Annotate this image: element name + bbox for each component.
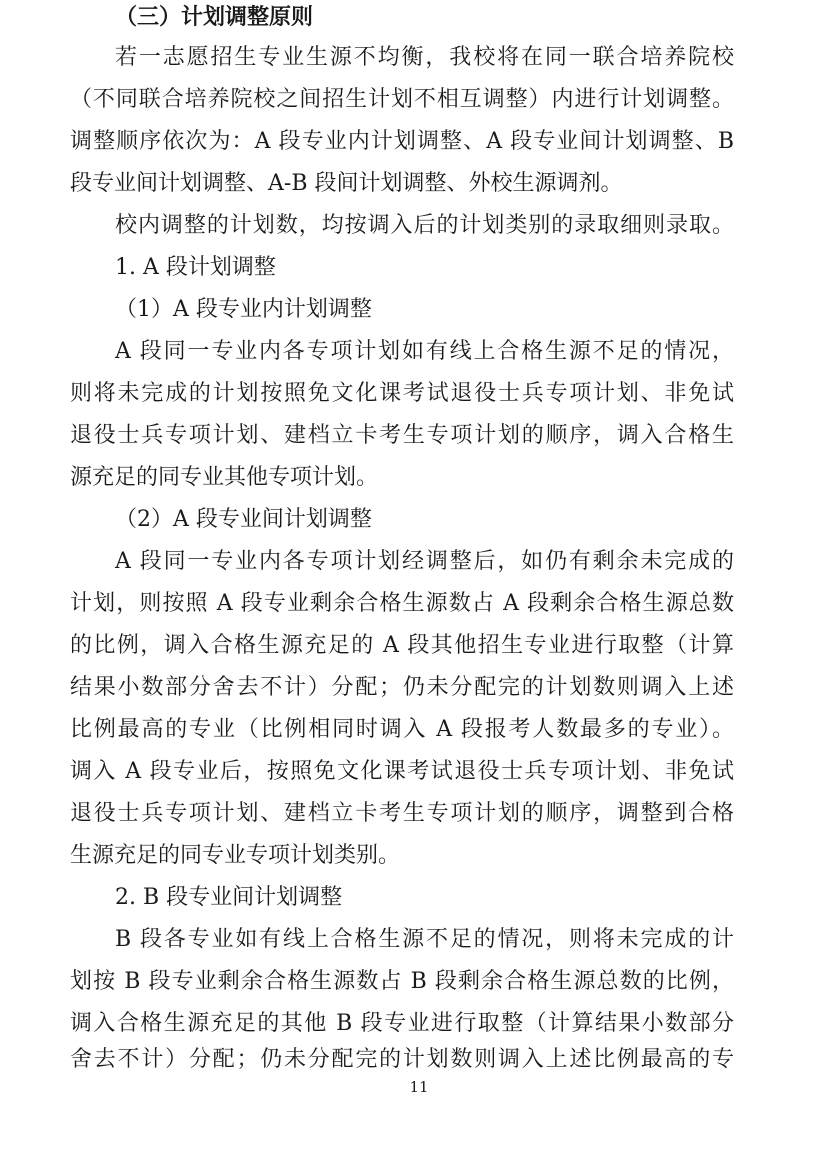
paragraph-line: 划按 B 段专业剩余合格生源数占 B 段剩余合格生源总数的比例， (70, 969, 734, 994)
paragraph-line: （不同联合培养院校之间招生计划不相互调整）内进行计划调整。 (70, 87, 734, 112)
subsection-heading: 1. A 段计划调整 (115, 255, 276, 280)
paragraph-line: 校内调整的计划数，均按调入后的计划类别的录取细则录取。 (115, 213, 734, 238)
paragraph-line: 则将未完成的计划按照免文化课考试退役士兵专项计划、非免试 (70, 381, 734, 406)
paragraph-line: 退役士兵专项计划、建档立卡考生专项计划的顺序，调入合格生 (70, 423, 734, 448)
paragraph-line: 若一志愿招生专业生源不均衡，我校将在同一联合培养院校 (115, 45, 734, 70)
paragraph-line: A 段同一专业内各专项计划如有线上合格生源不足的情况， (115, 339, 734, 364)
subsection-heading: （2）A 段专业间计划调整 (115, 507, 372, 532)
paragraph-line: 调入合格生源充足的其他 B 段专业进行取整（计算结果小数部分 (70, 1011, 734, 1036)
section-heading: （三）计划调整原则 (115, 5, 314, 30)
paragraph-line: 的比例，调入合格生源充足的 A 段其他招生专业进行取整（计算 (70, 633, 734, 658)
paragraph-line: 比例最高的专业（比例相同时调入 A 段报考人数最多的专业）。 (70, 717, 734, 742)
subsection-heading: 2. B 段专业间计划调整 (115, 885, 343, 910)
paragraph-line: 退役士兵专项计划、建档立卡考生专项计划的顺序，调整到合格 (70, 801, 734, 826)
paragraph-line: 段专业间计划调整、A-B 段间计划调整、外校生源调剂。 (70, 171, 623, 196)
paragraph-line: 舍去不计）分配；仍未分配完的计划数则调入上述比例最高的专 (70, 1047, 734, 1072)
page-number: 11 (409, 1078, 429, 1096)
paragraph-line: 调入 A 段专业后，按照免文化课考试退役士兵专项计划、非免试 (70, 759, 734, 784)
paragraph-line: A 段同一专业内各专项计划经调整后，如仍有剩余未完成的 (115, 549, 734, 574)
paragraph-line: 结果小数部分舍去不计）分配；仍未分配完的计划数则调入上述 (70, 675, 734, 700)
paragraph-line: 源充足的同专业其他专项计划。 (70, 465, 379, 490)
paragraph-line: 生源充足的同专业专项计划类别。 (70, 843, 401, 868)
paragraph-line: 计划，则按照 A 段专业剩余合格生源数占 A 段剩余合格生源总数 (70, 591, 734, 616)
paragraph-line: B 段各专业如有线上合格生源不足的情况，则将未完成的计 (115, 927, 734, 952)
subsection-heading: （1）A 段专业内计划调整 (115, 297, 372, 322)
paragraph-line: 调整顺序依次为：A 段专业内计划调整、A 段专业间计划调整、B (70, 129, 734, 154)
